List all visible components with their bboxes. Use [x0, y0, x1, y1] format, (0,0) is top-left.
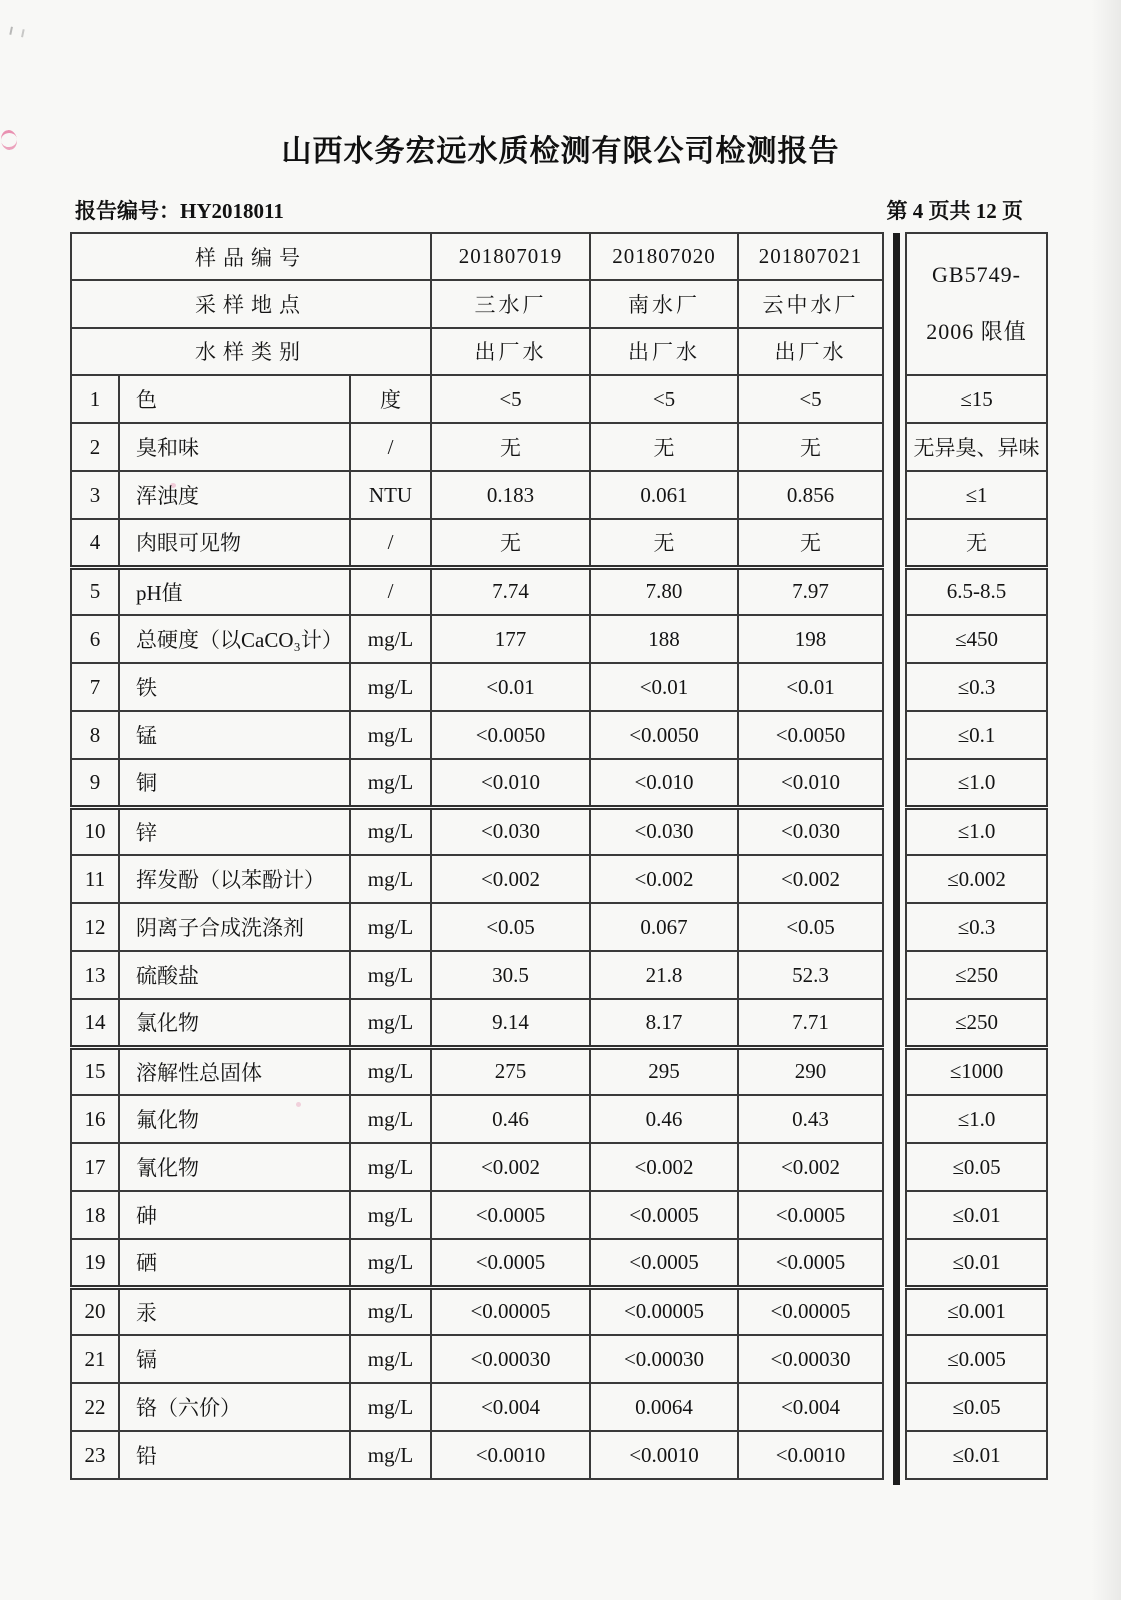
row-name: 镉: [119, 1335, 350, 1383]
row-value: <5: [590, 375, 738, 423]
row-value: 0.0064: [590, 1383, 738, 1431]
row-name: 臭和味: [119, 423, 350, 471]
row-name: 浑浊度: [119, 471, 350, 519]
row-value: 无: [738, 423, 883, 471]
table-row: [71, 1431, 1047, 1479]
row-unit: /: [350, 519, 431, 567]
table-row: [71, 1095, 1047, 1143]
meta-row: [75, 195, 1023, 225]
row-value: <5: [431, 375, 590, 423]
scan-artifact-corner: [9, 27, 24, 38]
row-unit: mg/L: [350, 759, 431, 807]
row-limit: ≤1: [906, 471, 1047, 519]
row-value: <0.002: [590, 1143, 738, 1191]
row-value: <0.002: [590, 855, 738, 903]
row-unit: mg/L: [350, 711, 431, 759]
row-value: <0.002: [431, 1143, 590, 1191]
row-value: 295: [590, 1047, 738, 1095]
row-name: 铅: [119, 1431, 350, 1479]
table-row: [71, 855, 1047, 903]
row-value: <0.00030: [738, 1335, 883, 1383]
row-unit: mg/L: [350, 951, 431, 999]
row-limit: ≤250: [906, 951, 1047, 999]
row-no: 4: [71, 519, 119, 567]
row-value: 7.74: [431, 567, 590, 615]
row-name: 锌: [119, 807, 350, 855]
row-limit: ≤450: [906, 615, 1047, 663]
row-value: 0.46: [590, 1095, 738, 1143]
table-row: [71, 567, 1047, 615]
row-unit: mg/L: [350, 615, 431, 663]
row-limit: ≤1.0: [906, 807, 1047, 855]
header-row-sample-id: [71, 233, 1047, 280]
row-value: <0.0050: [590, 711, 738, 759]
row-value: 0.856: [738, 471, 883, 519]
row-name: 氟化物: [119, 1095, 350, 1143]
row-unit: mg/L: [350, 1143, 431, 1191]
table-row: [71, 663, 1047, 711]
row-limit: 无异臭、异味: [906, 423, 1047, 471]
row-no: 16: [71, 1095, 119, 1143]
row-value: <0.030: [431, 807, 590, 855]
page-indicator: 第 4 页共 12 页: [886, 199, 1023, 223]
row-no: 14: [71, 999, 119, 1047]
row-value: <0.0005: [738, 1239, 883, 1287]
row-no: 10: [71, 807, 119, 855]
row-value: <0.002: [738, 1143, 883, 1191]
row-no: 9: [71, 759, 119, 807]
row-value: 21.8: [590, 951, 738, 999]
row-no: 12: [71, 903, 119, 951]
row-value: 7.80: [590, 567, 738, 615]
row-unit: /: [350, 567, 431, 615]
row-value: <0.002: [431, 855, 590, 903]
results-table-header: [71, 233, 1047, 375]
sample-location-1: 三水厂: [431, 280, 590, 327]
sample-location-3: 云中水厂: [738, 280, 883, 327]
row-limit: ≤0.01: [906, 1191, 1047, 1239]
row-value: <0.010: [738, 759, 883, 807]
row-value: <0.0010: [431, 1431, 590, 1479]
header-label-sample-type: 水样类别: [71, 328, 431, 375]
row-value: <0.05: [431, 903, 590, 951]
row-value: 9.14: [431, 999, 590, 1047]
table-row: [71, 1335, 1047, 1383]
sample-type-3: 出厂水: [738, 328, 883, 375]
sample-id-1: 201807019: [431, 233, 590, 280]
table-row: [71, 423, 1047, 471]
row-no: 6: [71, 615, 119, 663]
row-limit: ≤250: [906, 999, 1047, 1047]
row-name: 肉眼可见物: [119, 519, 350, 567]
row-unit: mg/L: [350, 903, 431, 951]
row-limit: ≤0.05: [906, 1383, 1047, 1431]
row-value: <0.00005: [590, 1287, 738, 1335]
row-value: <0.0005: [590, 1191, 738, 1239]
row-name: 阴离子合成洗涤剂: [119, 903, 350, 951]
sample-location-2: 南水厂: [590, 280, 738, 327]
table-row: [71, 1143, 1047, 1191]
table-row: [71, 999, 1047, 1047]
table-row: [71, 375, 1047, 423]
row-limit: ≤0.001: [906, 1287, 1047, 1335]
row-value: 无: [431, 519, 590, 567]
scan-edge-shade: [1091, 0, 1121, 1600]
row-unit: /: [350, 423, 431, 471]
row-unit: mg/L: [350, 1383, 431, 1431]
header-label-sample-id: 样品编号: [71, 233, 431, 280]
results-table-body: [71, 375, 1047, 1479]
row-value: 52.3: [738, 951, 883, 999]
row-value: 无: [590, 519, 738, 567]
row-unit: mg/L: [350, 1431, 431, 1479]
row-value: 30.5: [431, 951, 590, 999]
row-limit: ≤15: [906, 375, 1047, 423]
row-value: <0.0005: [431, 1239, 590, 1287]
row-no: 21: [71, 1335, 119, 1383]
table-divider-bar: [893, 233, 900, 1485]
row-value: 188: [590, 615, 738, 663]
row-limit: ≤0.1: [906, 711, 1047, 759]
table-row: [71, 951, 1047, 999]
limit-header-line2: 2006 限值: [926, 319, 1027, 345]
row-value: <0.030: [738, 807, 883, 855]
table-row: [71, 519, 1047, 567]
row-value: <0.01: [431, 663, 590, 711]
row-value: <0.0050: [738, 711, 883, 759]
row-unit: mg/L: [350, 1335, 431, 1383]
row-value: <0.002: [738, 855, 883, 903]
row-name: 挥发酚（以苯酚计）: [119, 855, 350, 903]
row-limit: ≤0.01: [906, 1431, 1047, 1479]
report-title: 山西水务宏远水质检测有限公司检测报告: [281, 135, 840, 168]
sample-id-3: 201807021: [738, 233, 883, 280]
row-value: <0.00030: [590, 1335, 738, 1383]
row-unit: mg/L: [350, 1095, 431, 1143]
row-name: 氯化物: [119, 999, 350, 1047]
table-row: [71, 615, 1047, 663]
row-limit: ≤1.0: [906, 1095, 1047, 1143]
sample-id-2: 201807020: [590, 233, 738, 280]
row-value: <0.0010: [590, 1431, 738, 1479]
row-value: 7.71: [738, 999, 883, 1047]
row-value: 0.067: [590, 903, 738, 951]
row-name: 铬（六价）: [119, 1383, 350, 1431]
table-row: [71, 1191, 1047, 1239]
table-row: [71, 471, 1047, 519]
row-value: 0.183: [431, 471, 590, 519]
report-number: 报告编号：HY2018011: [75, 199, 284, 223]
limit-column-header: [906, 233, 1047, 375]
row-name: 硫酸盐: [119, 951, 350, 999]
row-value: 无: [431, 423, 590, 471]
row-limit: ≤1000: [906, 1047, 1047, 1095]
row-unit: mg/L: [350, 1287, 431, 1335]
row-limit: ≤0.01: [906, 1239, 1047, 1287]
row-value: <0.05: [738, 903, 883, 951]
table-row: [71, 807, 1047, 855]
row-value: 0.46: [431, 1095, 590, 1143]
row-value: <0.004: [738, 1383, 883, 1431]
row-name: 色: [119, 375, 350, 423]
table-row: [71, 759, 1047, 807]
row-value: <0.004: [431, 1383, 590, 1431]
row-unit: NTU: [350, 471, 431, 519]
row-value: <0.01: [590, 663, 738, 711]
results-table: [70, 232, 1048, 1480]
row-value: <0.0005: [738, 1191, 883, 1239]
row-value: <0.0010: [738, 1431, 883, 1479]
row-limit: ≤1.0: [906, 759, 1047, 807]
table-row: [71, 903, 1047, 951]
row-unit: mg/L: [350, 1239, 431, 1287]
row-value: <0.010: [590, 759, 738, 807]
table-row: [71, 1287, 1047, 1335]
row-limit: 6.5-8.5: [906, 567, 1047, 615]
row-no: 18: [71, 1191, 119, 1239]
table-row: [71, 1047, 1047, 1095]
row-no: 15: [71, 1047, 119, 1095]
row-value: 0.43: [738, 1095, 883, 1143]
row-limit: ≤0.3: [906, 663, 1047, 711]
table-row: [71, 711, 1047, 759]
row-name: 铁: [119, 663, 350, 711]
row-name: 溶解性总固体: [119, 1047, 350, 1095]
row-unit: 度: [350, 375, 431, 423]
row-name: 砷: [119, 1191, 350, 1239]
sample-type-1: 出厂水: [431, 328, 590, 375]
row-limit: ≤0.002: [906, 855, 1047, 903]
row-no: 11: [71, 855, 119, 903]
row-unit: mg/L: [350, 1047, 431, 1095]
row-limit: 无: [906, 519, 1047, 567]
row-unit: mg/L: [350, 855, 431, 903]
row-limit: ≤0.005: [906, 1335, 1047, 1383]
row-value: <0.0005: [590, 1239, 738, 1287]
row-value: <0.00030: [431, 1335, 590, 1383]
row-unit: mg/L: [350, 1191, 431, 1239]
row-value: <5: [738, 375, 883, 423]
row-no: 19: [71, 1239, 119, 1287]
row-no: 2: [71, 423, 119, 471]
row-no: 23: [71, 1431, 119, 1479]
row-value: <0.00005: [738, 1287, 883, 1335]
row-unit: mg/L: [350, 663, 431, 711]
row-value: 177: [431, 615, 590, 663]
row-name: 氰化物: [119, 1143, 350, 1191]
row-value: <0.01: [738, 663, 883, 711]
row-value: <0.0050: [431, 711, 590, 759]
row-no: 20: [71, 1287, 119, 1335]
row-value: <0.0005: [431, 1191, 590, 1239]
row-no: 7: [71, 663, 119, 711]
row-no: 17: [71, 1143, 119, 1191]
row-no: 8: [71, 711, 119, 759]
limit-header-line1: GB5749-: [932, 261, 1021, 287]
row-unit: mg/L: [350, 807, 431, 855]
row-value: 8.17: [590, 999, 738, 1047]
row-value: 275: [431, 1047, 590, 1095]
table-row: [71, 1383, 1047, 1431]
sample-type-2: 出厂水: [590, 328, 738, 375]
row-no: 1: [71, 375, 119, 423]
row-no: 5: [71, 567, 119, 615]
row-name: 锰: [119, 711, 350, 759]
table-row: [71, 1239, 1047, 1287]
header-label-location: 采样地点: [71, 280, 431, 327]
row-name: pH值: [119, 567, 350, 615]
row-limit: ≤0.05: [906, 1143, 1047, 1191]
row-limit: ≤0.3: [906, 903, 1047, 951]
row-no: 3: [71, 471, 119, 519]
row-value: 无: [738, 519, 883, 567]
row-value: 198: [738, 615, 883, 663]
row-value: <0.030: [590, 807, 738, 855]
row-value: 7.97: [738, 567, 883, 615]
row-no: 22: [71, 1383, 119, 1431]
row-name: 汞: [119, 1287, 350, 1335]
row-name: 总硬度（以CaCO₃计）: [119, 615, 350, 663]
row-value: 无: [590, 423, 738, 471]
row-no: 13: [71, 951, 119, 999]
row-name: 硒: [119, 1239, 350, 1287]
row-name: 铜: [119, 759, 350, 807]
row-value: 0.061: [590, 471, 738, 519]
row-value: <0.010: [431, 759, 590, 807]
row-unit: mg/L: [350, 999, 431, 1047]
row-value: <0.00005: [431, 1287, 590, 1335]
row-value: 290: [738, 1047, 883, 1095]
